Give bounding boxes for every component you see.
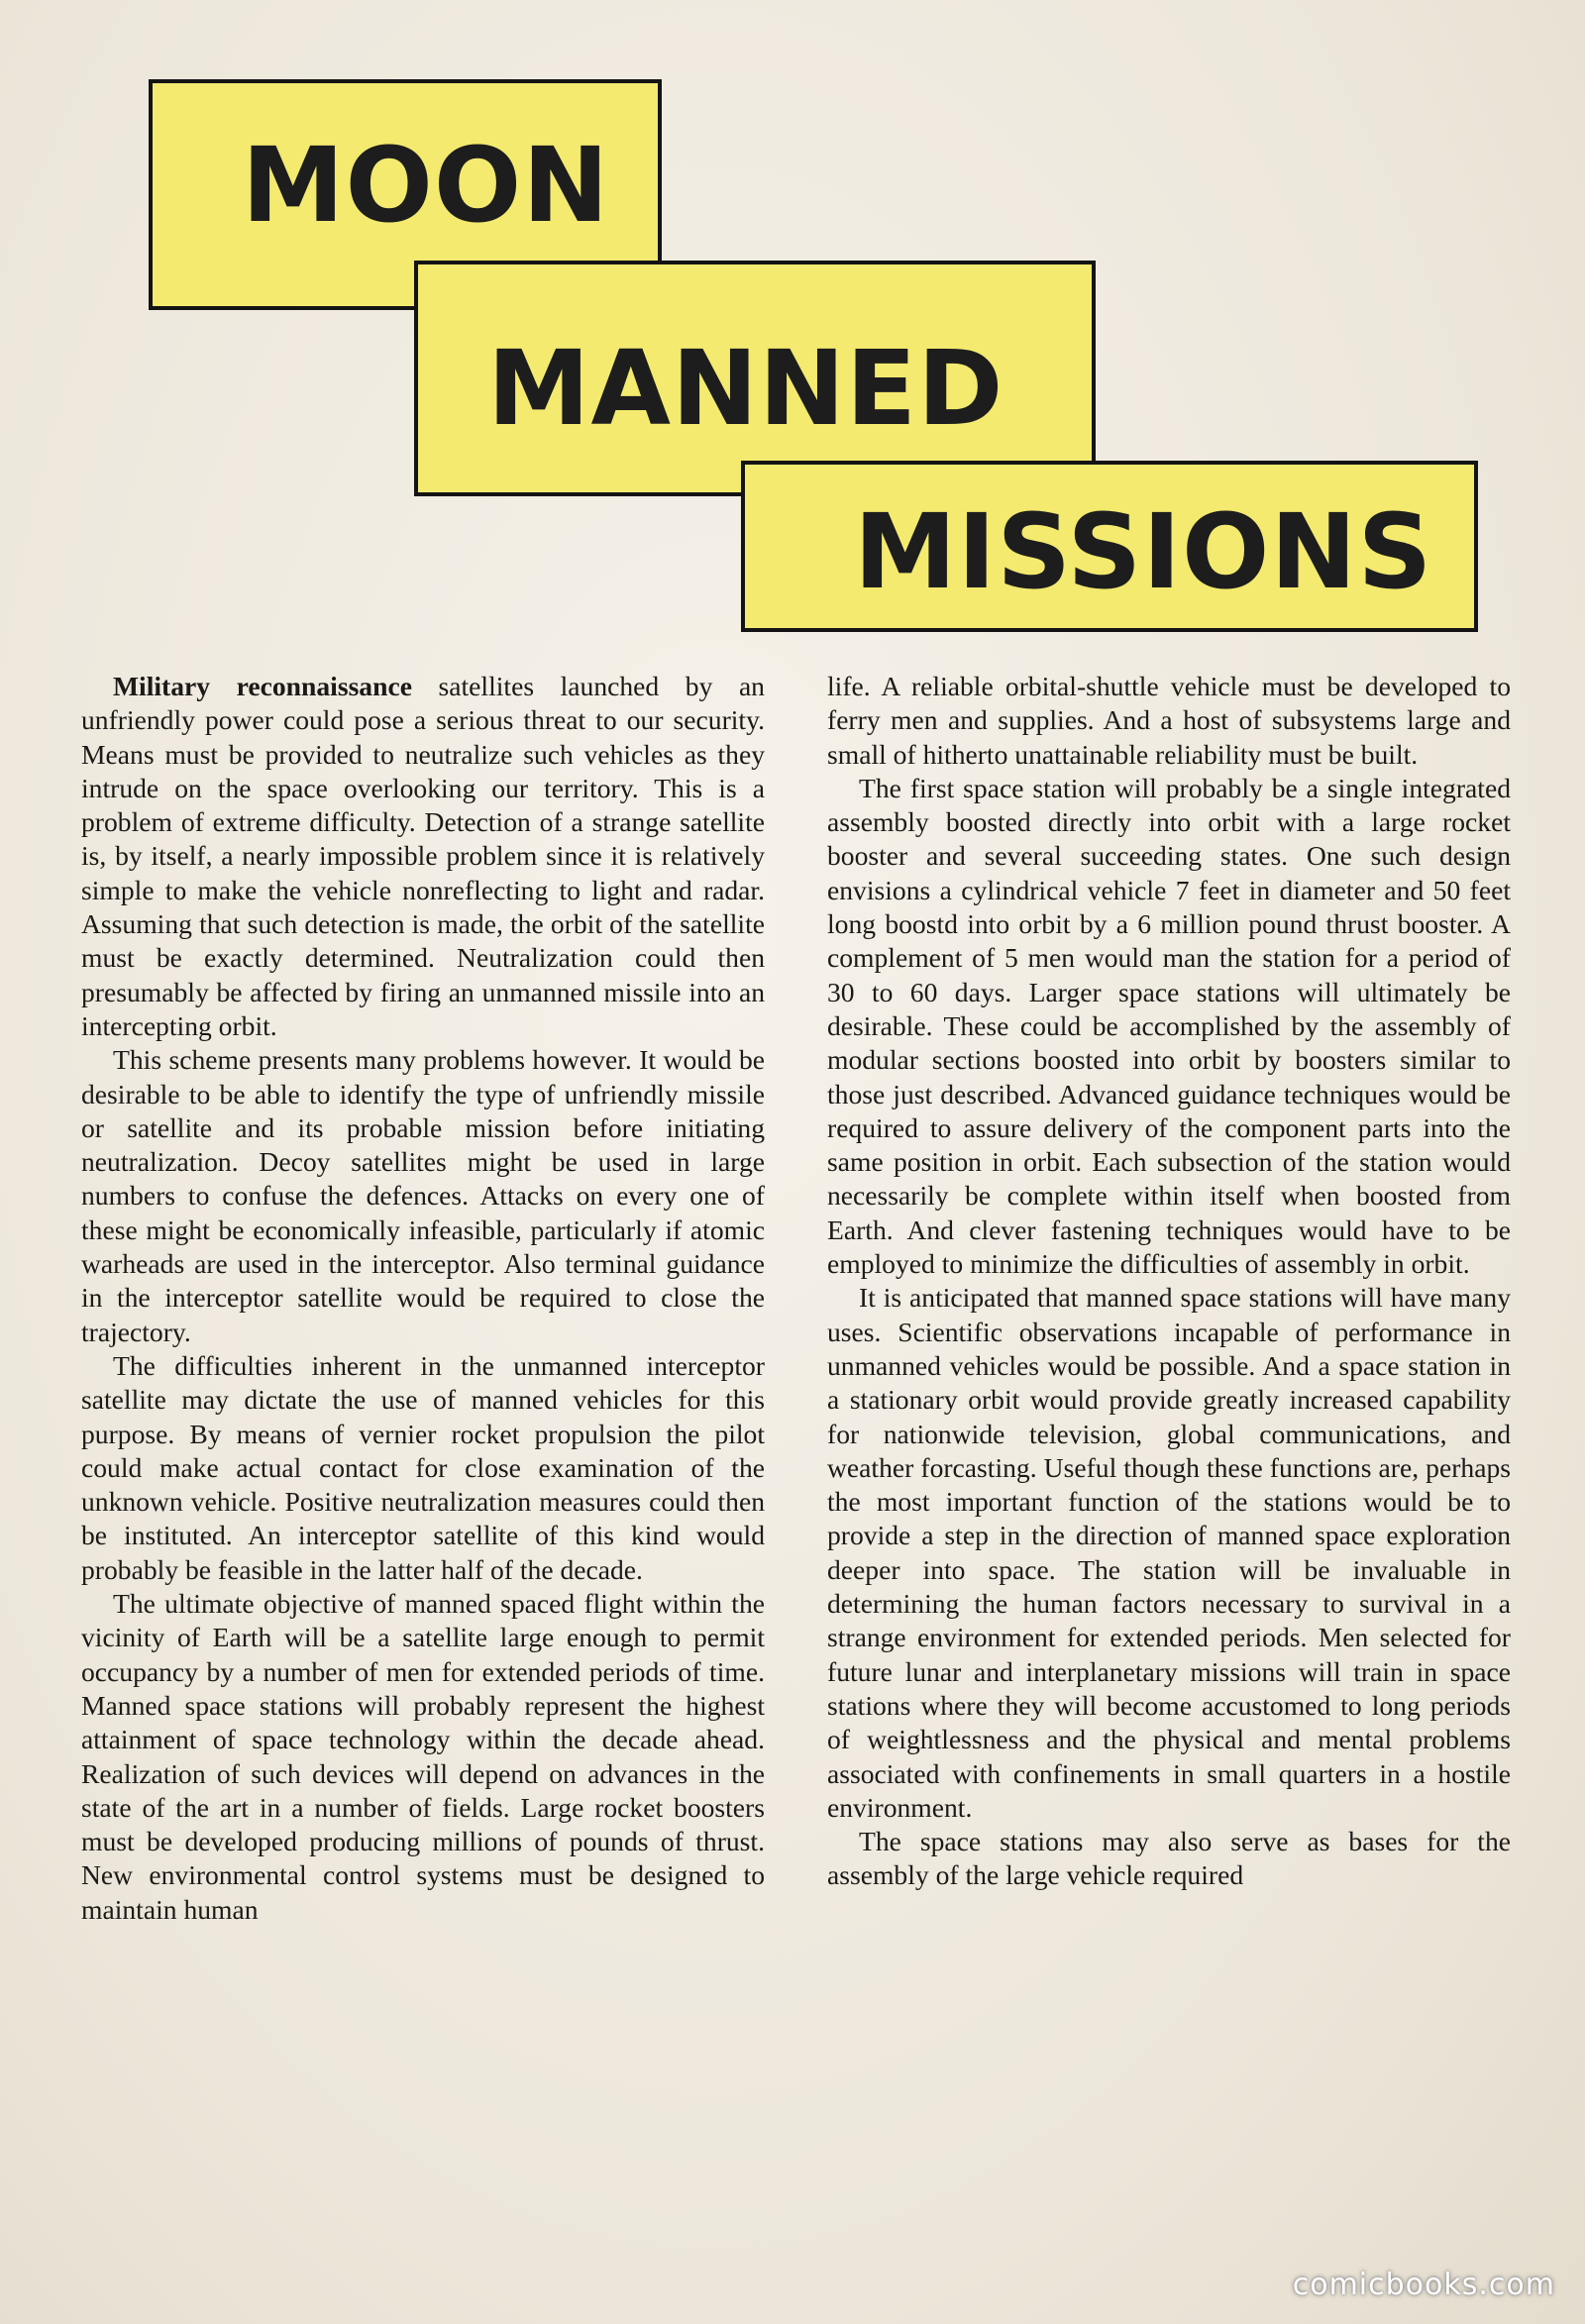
paragraph: The space stations may also serve as bases for the assembly of the large vehicle required [827, 1826, 1511, 1891]
watermark: comicbooks.com [1292, 2268, 1555, 2302]
title-line-3: MISSIONS [854, 490, 1433, 612]
paragraph-lead: Military reconnaissance [113, 671, 412, 701]
paragraph: This scheme presents many problems however. It would be desirable to be able to identify the type of unfriendly missile or satellite and its probable mission before initiating neutralization. Decoy satellites might be used in large numbers to confuse the defences. Attacks on every one of these might be economically infeasible, particularly if atomic warheads are used in the interceptor. Also terminal guidance in the interceptor satellite would be required to close the trajectory. [81, 1044, 765, 1347]
paragraph-text: satellites launched by an unfriendly power could pose a serious threat to our security. Means must be provided to neutralize such vehicles as they intrude on the space overlooking our territory. This is a problem of extreme difficulty. Detection of a strange satellite is, by itself, a nearly impossible problem since it is relatively simple to make the vehicle nonreflecting to light and radar. Assuming that such detection is made, the orbit of the satellite must be exactly determined. Neutralization could then presumably be affected by firing an unmanned missile into an intercepting orbit. [81, 671, 765, 1041]
paragraph: The difficulties inherent in the unmanned interceptor satellite may dictate the use of manned vehicles for this purpose. By means of vernier rocket propulsion the pilot could make actual contact for close examination of the unknown vehicle. Positive neutralization measures could then be instituted. An interceptor satellite of this kind would probably be feasible in the latter half of the decade. [81, 1349, 765, 1585]
paragraph: It is anticipated that manned space stations will have many uses. Scientific observations incapable of performance in unmanned vehicles would be possible. And a space station in a stationary orbit would provide greatly increased capability for nationwide television, global communications, and weather forcasting. Useful though these functions are, perhaps the most important function of the stations would be to provide a step in the direction of manned space exploration deeper into space. The station will be invaluable in determining the human factors necessary to survival in a strange environment for extended periods. Men selected for future lunar and interplanetary missions will train in space stations where they will become accustomed to long periods of weightlessness and the physical and mental problems associated with confinements in small quarters in a hostile environment. [827, 1282, 1511, 1823]
title-line-2: MANNED [487, 328, 1004, 449]
article-column-right [827, 670, 1511, 1893]
paragraph: The ultimate objective of manned spaced flight within the vicinity of Earth will be a satellite large enough to permit occupancy by a number of men for extended periods of time. Manned space stations will probably represent the highest attainment of space technology within the decade ahead. Realization of such devices will depend on advances in the state of the art in a number of fields. Large rocket boosters must be developed producing millions of pounds of thrust. New environmental control systems must be designed to maintain human [81, 1588, 765, 1925]
paragraph: The first space station will probably be a single integrated assembly boosted directly into orbit with a large rocket booster and several succeeding states. One such design envisions a cylindrical vehicle 7 feet in diameter and 50 feet long boostd into orbit by a 6 million pound thrust booster. A complement of 5 men would man the station for a period of 30 to 60 days. Larger space stations will ultimately be desirable. These could be accomplished by the assembly of modular sections boosted into orbit by boosters similar to those just described. Advanced guidance techniques would be required to assure delivery of the component parts into the same position in orbit. Each subsection of the station would necessarily be complete within itself when boosted from Earth. And clever fastening techniques would have to be employed to minimize the difficulties of assembly in orbit. [827, 772, 1511, 1280]
paragraph-continued: life. A reliable orbital-shuttle vehicle must be developed to ferry men and supplies. And a host of subsystems large and small of hitherto unattainable reliability must be built. [827, 671, 1511, 770]
title-line-1: MOON [242, 124, 610, 246]
article-column-left [81, 670, 765, 1927]
title-block-missions [741, 461, 1478, 632]
paragraph [81, 670, 765, 1043]
